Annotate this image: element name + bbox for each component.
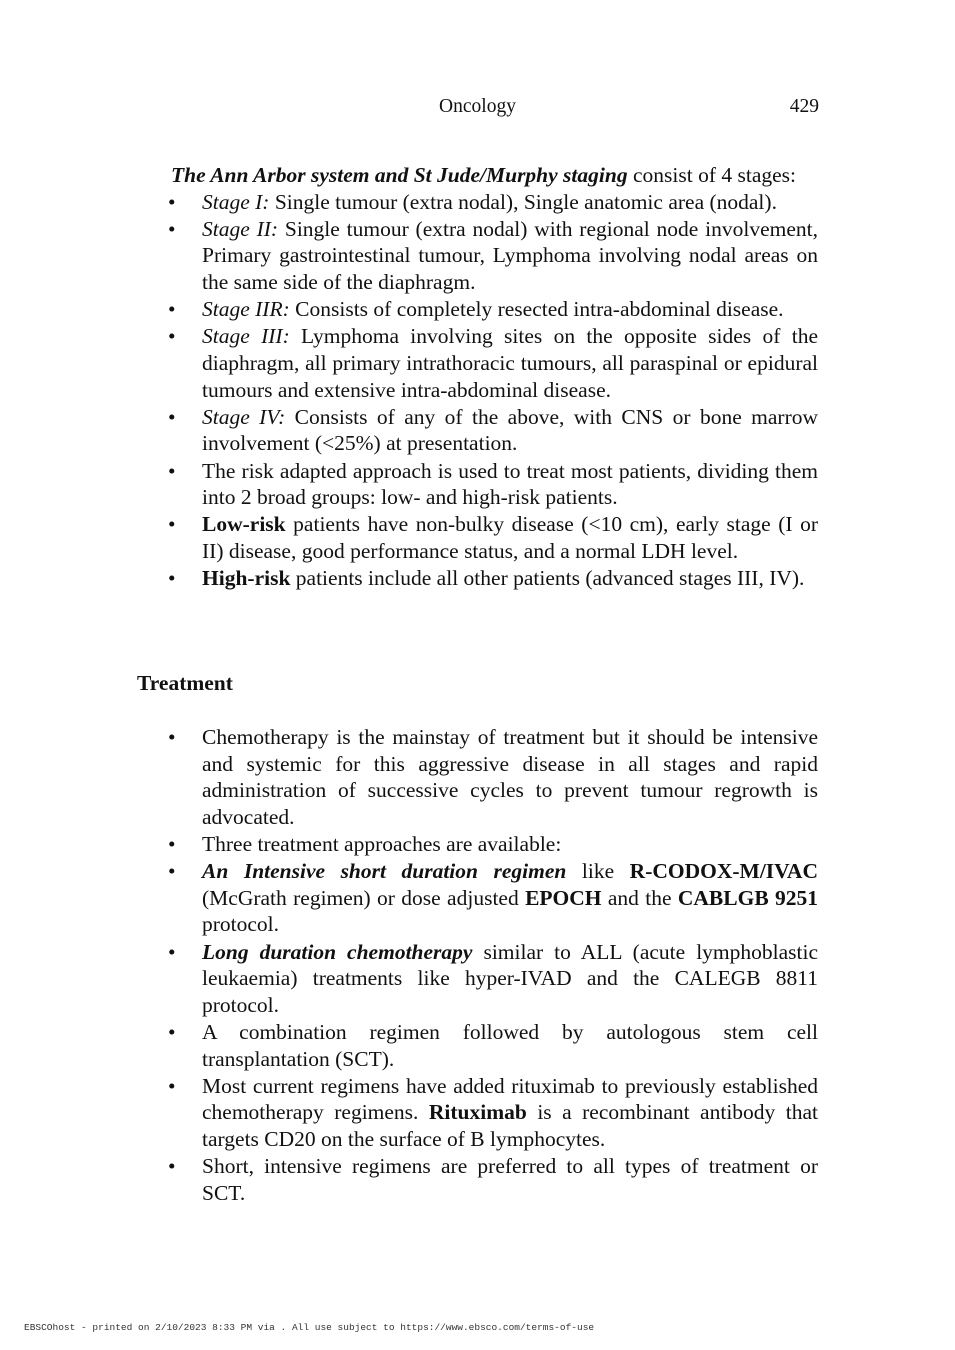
high-risk-text: patients include all other patients (advanced stages III, IV).	[290, 566, 805, 591]
running-title: Oncology	[439, 96, 516, 117]
bullet-icon: •	[168, 458, 176, 483]
list-item	[168, 565, 818, 592]
bullet-icon: •	[168, 725, 176, 749]
treatment-text: similar to ALL (acute lymphoblastic leukaemia) treatments like hyper-IVAD and the CALEGB 8811 protocol.	[202, 939, 819, 1017]
treatment-text: Short, intensive regimens are preferred to all types of treatment or SCT.	[202, 1154, 818, 1205]
list-item	[168, 831, 818, 858]
page-body	[137, 162, 819, 1205]
bullet-icon: •	[168, 1019, 176, 1044]
list-item	[168, 1073, 818, 1153]
low-risk-text: patients have non-bulky disease (<10 cm), early stage (I or II) disease, good performance status, and a normal LDH level.	[202, 512, 818, 563]
staging-system-title: The Ann Arbor system and St Jude/Murphy staging	[171, 163, 628, 187]
print-footer: EBSCOhost - printed on 2/10/2023 8:33 PM via . All use subject to https://www.ebsco.com/terms-of-use	[24, 1322, 595, 1333]
treatment-section	[137, 724, 818, 1207]
rituximab-term: Rituximab	[428, 1100, 527, 1125]
risk-approach-text: The risk adapted approach is used to treat most patients, dividing them into 2 broad groups: low- and high-risk patients.	[202, 458, 818, 510]
bullet-icon: •	[168, 939, 176, 964]
bullet-icon: •	[168, 1073, 176, 1098]
regimen-name: EPOCH	[525, 885, 602, 910]
list-item	[168, 1019, 818, 1072]
stage-label: Stage IIR:	[202, 297, 290, 322]
stage-label: Stage IV:	[202, 404, 286, 429]
bullet-icon: •	[168, 297, 176, 322]
list-item	[168, 858, 818, 938]
bullet-icon: •	[168, 859, 176, 884]
treatment-text: protocol.	[202, 912, 280, 937]
regimen-lead: An Intensive short duration regimen	[202, 859, 567, 884]
list-item	[168, 296, 818, 323]
stage-label: Stage II:	[202, 216, 279, 241]
regimen-lead: Long duration chemotherapy	[202, 939, 473, 964]
stage-text: Single tumour (extra nodal) with regional node involvement, Primary gastrointestinal tumour, Lymphoma involving nodal areas on the same side of the diaphragm.	[202, 216, 818, 294]
treatment-text: and the	[601, 885, 678, 910]
bullet-icon: •	[168, 512, 176, 537]
list-item	[168, 724, 818, 830]
bullet-icon: •	[168, 566, 176, 591]
bullet-icon: •	[168, 324, 176, 349]
stage-label: Stage I:	[202, 189, 270, 214]
list-item	[168, 404, 818, 457]
low-risk-label: Low-risk	[202, 512, 286, 537]
bullet-icon: •	[168, 404, 176, 429]
stage-text: Consists of any of the above, with CNS or bone marrow involvement (<25%) at presentation.	[202, 404, 818, 456]
list-item	[168, 511, 818, 564]
running-header	[0, 96, 955, 122]
list-item	[168, 189, 818, 216]
regimen-name: R-CODOX-M/IVAC	[629, 859, 818, 884]
treatment-list	[137, 724, 818, 1206]
bullet-icon: •	[168, 216, 176, 241]
treatment-text: like	[566, 859, 630, 884]
page-number: 429	[789, 96, 819, 117]
treatment-text: is a recombinant antibody that targets CD20 on the surface of B lymphocytes.	[202, 1100, 818, 1151]
section-heading-treatment: Treatment	[137, 671, 233, 695]
bullet-icon: •	[168, 831, 176, 856]
staging-intro	[171, 162, 818, 189]
stage-text: Lymphoma involving sites on the opposite sides of the diaphragm, all primary intrathoracic tumours, all paraspinal or epidural tumours and extensive intra-abdominal disease.	[202, 324, 818, 402]
treatment-text: (McGrath regimen) or dose adjusted	[202, 885, 526, 910]
bullet-icon: •	[168, 1154, 176, 1179]
treatment-text: Three treatment approaches are available:	[202, 831, 562, 856]
list-item	[168, 323, 818, 403]
staging-list	[137, 189, 818, 592]
stage-text: Consists of completely resected intra-abdominal disease.	[289, 297, 784, 322]
staging-intro-text: consist of 4 stages:	[627, 163, 796, 187]
treatment-text: Most current regimens have added rituximab to previously established chemotherapy regimens.	[202, 1073, 818, 1125]
list-item	[168, 216, 818, 296]
regimen-name: CABLGB 9251	[677, 885, 818, 910]
list-item	[168, 1153, 818, 1206]
stage-label: Stage III:	[202, 324, 290, 349]
list-item	[168, 939, 819, 1019]
treatment-text: Chemotherapy is the mainstay of treatment but it should be intensive and systemic for this aggressive disease in all stages and rapid administration of successive cycles to prevent tumour regrowth is advocated.	[202, 725, 818, 829]
treatment-text: A combination regimen followed by autologous stem cell transplantation (SCT).	[202, 1019, 818, 1071]
high-risk-label: High-risk	[202, 566, 291, 591]
bullet-icon: •	[168, 189, 176, 214]
list-item	[168, 458, 818, 511]
stage-text: Single tumour (extra nodal), Single anatomic area (nodal).	[269, 189, 777, 214]
